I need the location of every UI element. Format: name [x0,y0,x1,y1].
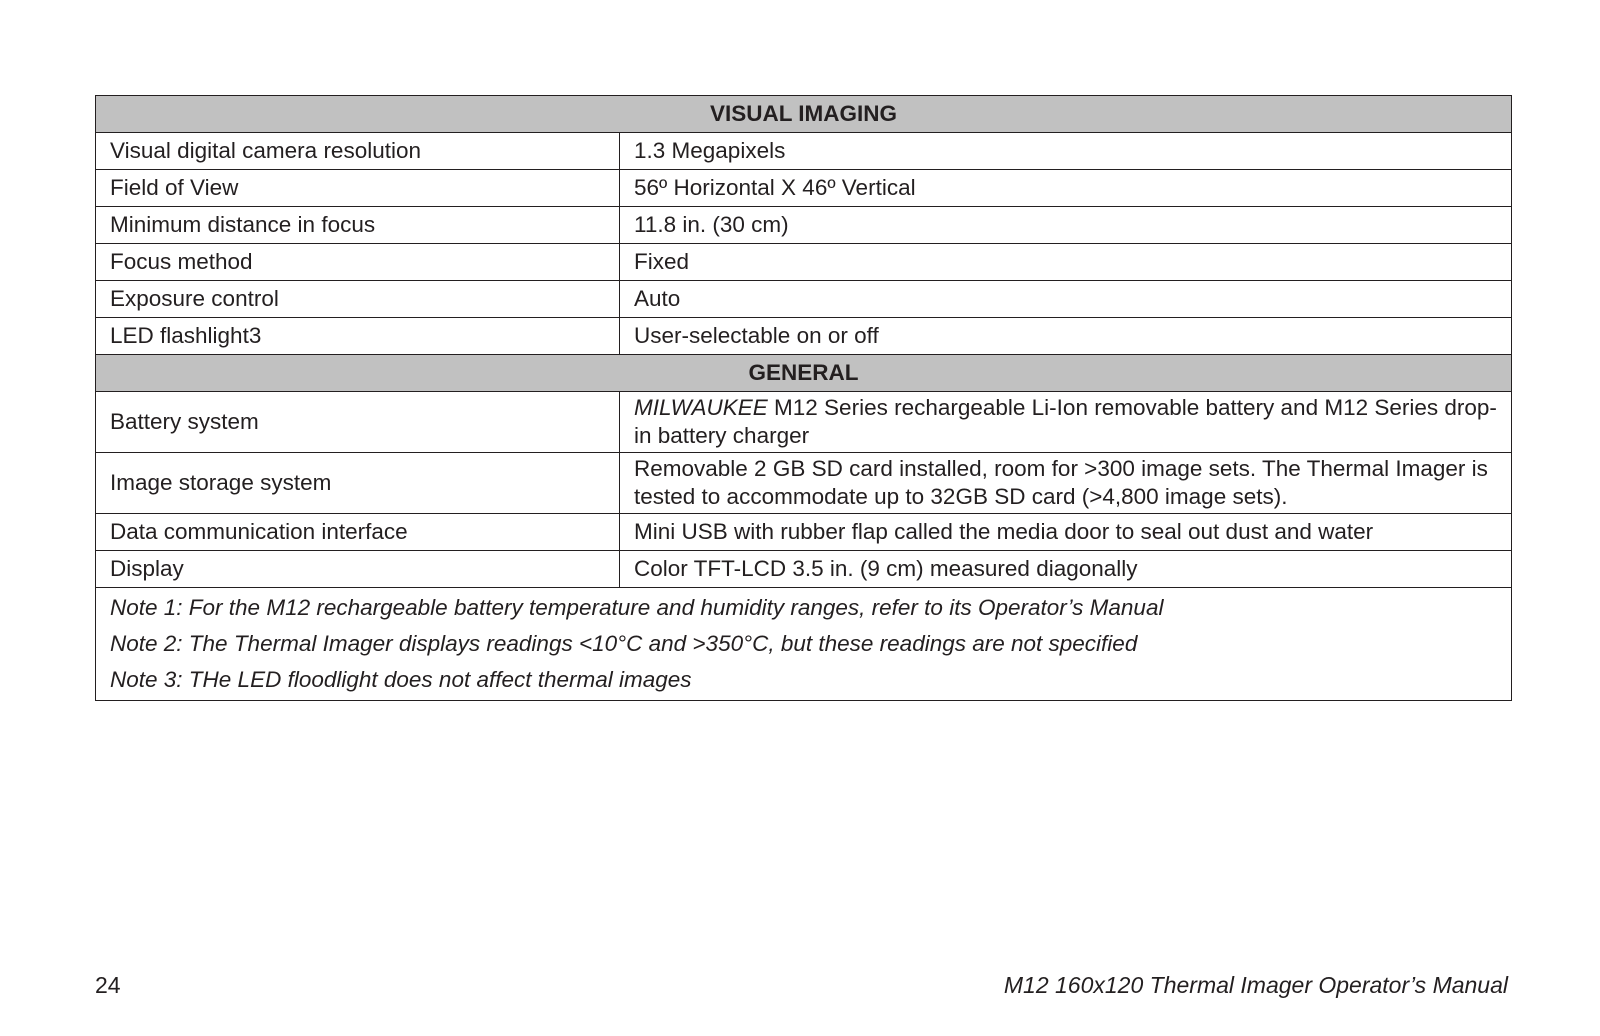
table-row [96,170,1512,207]
notes-row [96,588,1512,701]
spec-value: Mini USB with rubber flap called the media door to seal out dust and water [620,514,1512,551]
section-title-visual-imaging: VISUAL IMAGING [96,96,1512,133]
spec-label: Data communication interface [96,514,620,551]
table-row [96,133,1512,170]
spec-value: 56º Horizontal X 46º Vertical [620,170,1512,207]
table-row [96,551,1512,588]
specifications-table [95,95,1512,701]
spec-label: Exposure control [96,281,620,318]
section-title-general: GENERAL [96,355,1512,392]
section-header-row [96,96,1512,133]
brand-name: MILWAUKEE [634,395,768,420]
spec-label: LED flashlight3 [96,318,620,355]
note-1: Note 1: For the M12 rechargeable battery temperature and humidity ranges, refer to its Operator’s Manual [110,595,1164,620]
spec-value: Fixed [620,244,1512,281]
spec-label: Visual digital camera resolution [96,133,620,170]
spec-value: Removable 2 GB SD card installed, room for >300 image sets. The Thermal Imager is tested to accommodate up to 32GB SD card (>4,800 image sets). [620,453,1512,514]
spec-label: Minimum distance in focus [96,207,620,244]
spec-label: Battery system [96,392,620,453]
table-row [96,281,1512,318]
section-header-row [96,355,1512,392]
table-row [96,318,1512,355]
note-2: Note 2: The Thermal Imager displays readings <10°C and >350°C, but these readings are not specified [110,631,1138,656]
spec-label: Display [96,551,620,588]
table-row [96,392,1512,453]
spec-label: Field of View [96,170,620,207]
spec-value: 11.8 in. (30 cm) [620,207,1512,244]
page-number: 24 [95,972,121,998]
table-row [96,453,1512,514]
spec-label: Image storage system [96,453,620,514]
spec-value: Auto [620,281,1512,318]
spec-value: Color TFT-LCD 3.5 in. (9 cm) measured diagonally [620,551,1512,588]
spec-value [620,392,1512,453]
spec-label: Focus method [96,244,620,281]
notes-cell [96,588,1512,701]
table-row [96,244,1512,281]
spec-value: User-selectable on or off [620,318,1512,355]
spec-value-text: M12 Series rechargeable Li-Ion removable battery and M12 Series drop-in battery charger [634,395,1497,448]
table-row [96,514,1512,551]
note-3: Note 3: THe LED floodlight does not affect thermal images [110,667,692,692]
manual-title: M12 160x120 Thermal Imager Operator’s Manual [1003,972,1508,998]
spec-value: 1.3 Megapixels [620,133,1512,170]
table-row [96,207,1512,244]
